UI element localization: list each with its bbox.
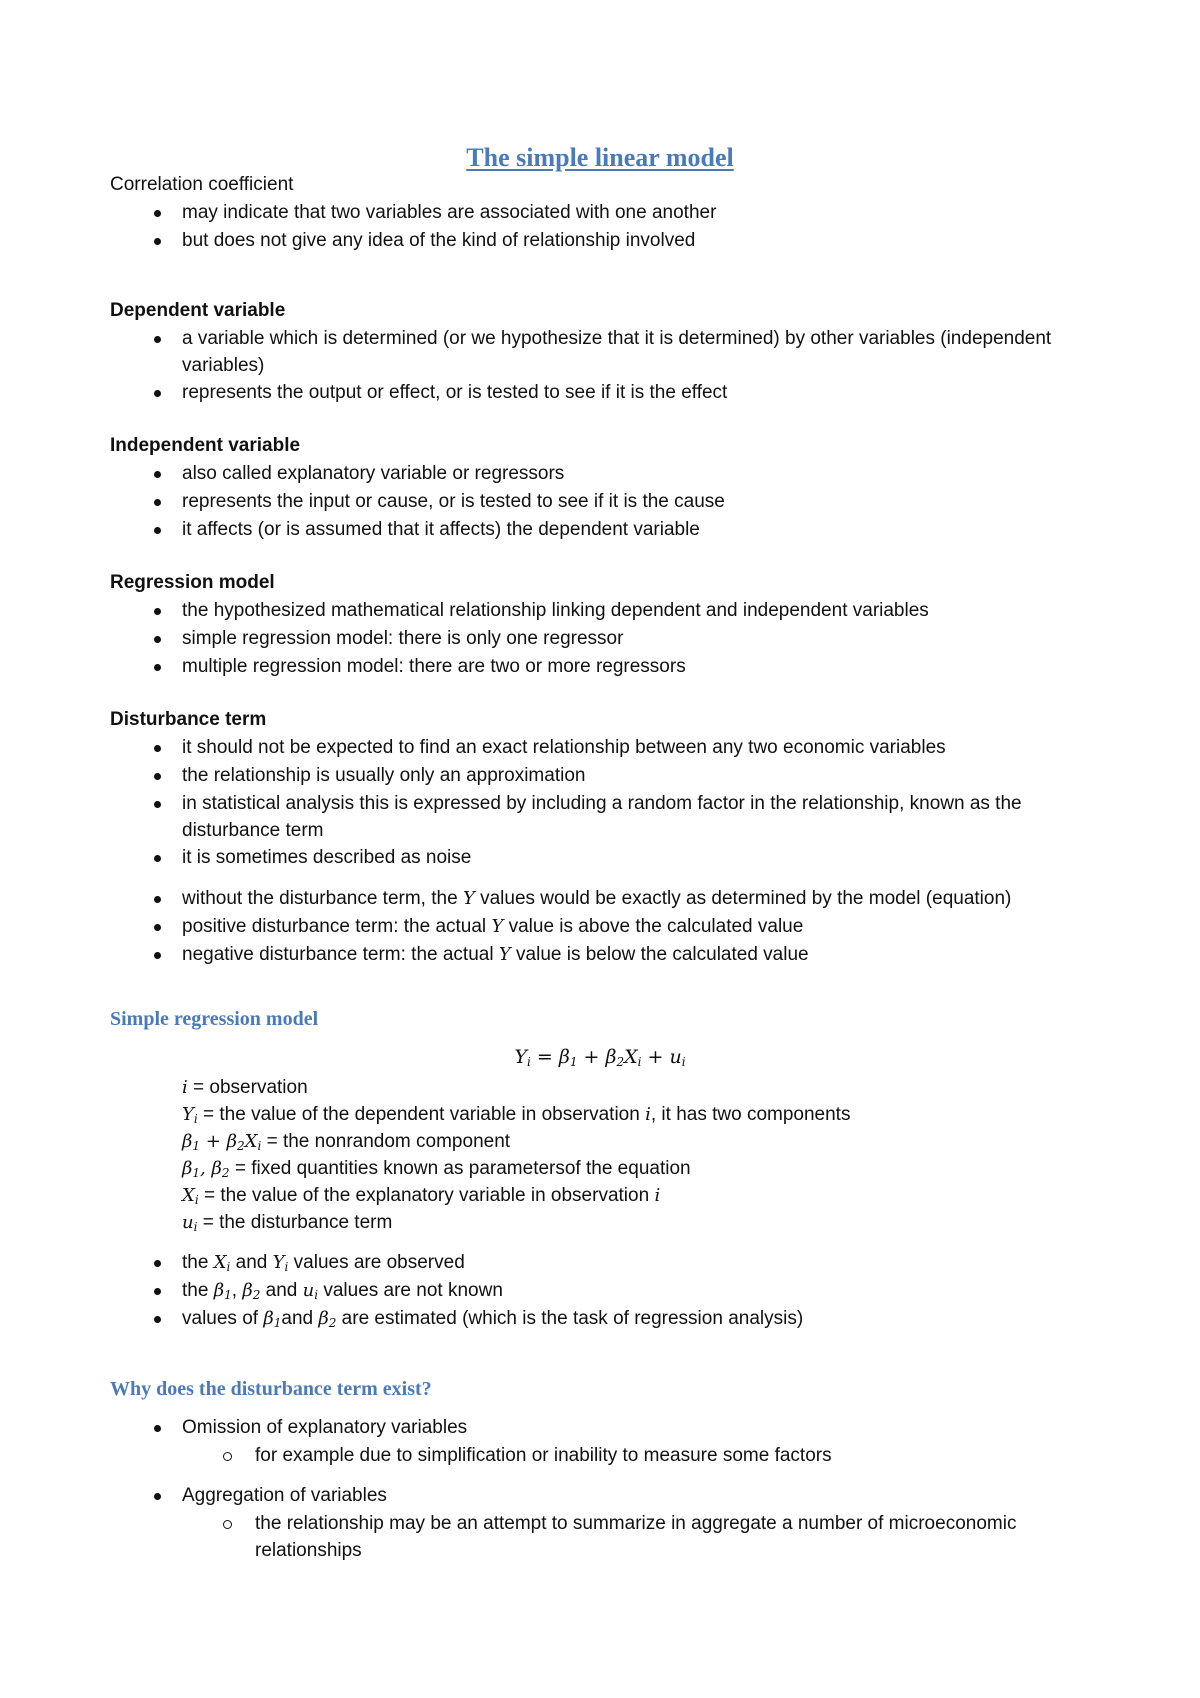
section-heading-simple-regression: Simple regression model [110,1008,319,1030]
sub-list-item: for example due to simplification or inability to measure some factors [110,1442,1110,1470]
section-correlation [110,171,1110,255]
definition-line: $X_i$ = the value of the explanatory variable in observation i [182,1185,661,1207]
bullet-list [110,734,1110,872]
section-heading: Regression model [110,572,275,593]
bullet-list [110,1414,1110,1470]
section-heading: Disturbance term [110,709,267,730]
list-item: the relationship is usually only an approximation [110,762,1110,790]
page-title: The simple linear model [466,143,734,172]
list-item: simple regression model: there is only one regressor [110,625,1110,653]
sub-list-item: the relationship may be an attempt to summarize in aggregate a number of microeconomic relationships [110,1510,1110,1564]
equation-definitions [182,1074,1082,1236]
bullet-list [110,460,1110,544]
list-item: the $\beta_1$, $\beta_2$ and $u_i$ values are not known [110,1277,1110,1305]
definition-line: $Y_i$ = the value of the dependent variable in observation i, it has two components [182,1104,851,1126]
simple-model-bullets [110,1249,1110,1333]
section-disturbance [110,706,1110,969]
definition-line: $\beta_1 + \beta_2X_i$ = the nonrandom component [182,1131,511,1153]
regression-equation: $Y_i = \beta_1 + \beta_2X_i + u_i$ [514,1046,686,1069]
list-item: it affects (or is assumed that it affects) the dependent variable [110,516,1110,544]
list-item: represents the input or cause, or is tested to see if it is the cause [110,488,1110,516]
bullet-list [110,885,1110,969]
definition-line: $u_i$ = the disturbance term [182,1212,393,1234]
definition-line: i = observation [182,1077,308,1098]
list-item: the $X_i$ and $Y_i$ values are observed [110,1249,1110,1277]
section-heading: Dependent variable [110,300,286,321]
list-item: Aggregation of variables [110,1482,1110,1510]
definition-line: $\beta_1$, $\beta_2$ = fixed quantities known as parametersof the equation [182,1158,691,1180]
bullet-list [110,1482,1110,1564]
list-item: negative disturbance term: the actual Y value is below the calculated value [110,941,1110,969]
list-item: values of $\beta_1and$ $\beta_2$ are estimated (which is the task of regression analysis) [110,1305,1110,1333]
section-independent [110,432,1110,544]
list-item: Omission of explanatory variables [110,1414,1110,1442]
list-item: without the disturbance term, the Y values would be exactly as determined by the model (equation) [110,885,1110,913]
section-heading-why: Why does the disturbance term exist? [110,1378,432,1400]
bullet-list [110,1249,1110,1333]
list-item: multiple regression model: there are two or more regressors [110,653,1110,681]
list-item: in statistical analysis this is expressed by including a random factor in the relationship, known as the disturbance term [110,790,1110,844]
section-heading: Independent variable [110,435,301,456]
list-item: represents the output or effect, or is tested to see if it is the effect [110,379,1110,407]
list-item: the hypothesized mathematical relationship linking dependent and independent variables [110,597,1110,625]
list-item: it should not be expected to find an exact relationship between any two economic variables [110,734,1110,762]
section-regression [110,569,1110,681]
list-item: may indicate that two variables are associated with one another [110,199,1110,227]
list-item: it is sometimes described as noise [110,844,1110,872]
list-item: a variable which is determined (or we hypothesize that it is determined) by other variables (independent variables) [110,325,1110,379]
why-list [110,1414,1110,1564]
list-item: also called explanatory variable or regressors [110,460,1110,488]
list-item: but does not give any idea of the kind of relationship involved [110,227,1110,255]
bullet-list [110,199,1110,255]
section-dependent [110,297,1110,407]
bullet-list [110,597,1110,681]
bullet-list [110,325,1110,407]
list-item: positive disturbance term: the actual Y value is above the calculated value [110,913,1110,941]
section-heading: Correlation coefficient [110,174,294,195]
